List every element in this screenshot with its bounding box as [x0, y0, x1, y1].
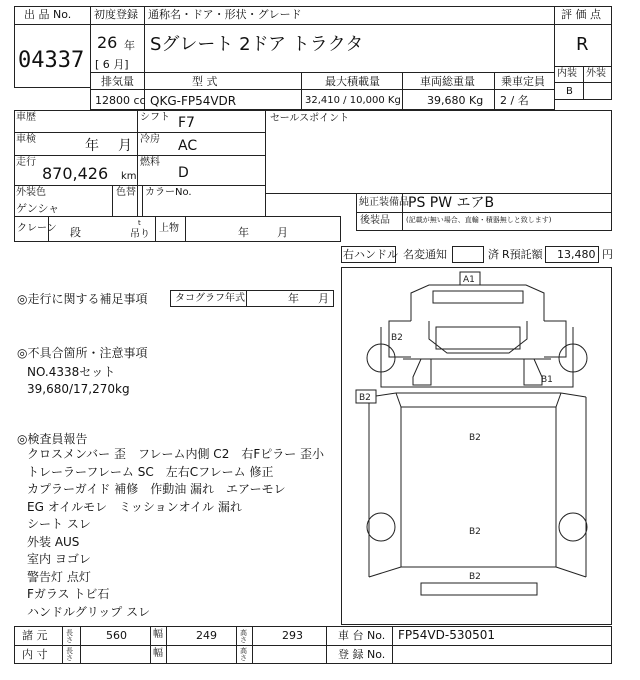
- lot-number: 04337: [18, 48, 85, 73]
- max-load-label: 最大積載量: [325, 75, 380, 88]
- damage-mark: B1: [541, 375, 553, 385]
- ac-value: AC: [178, 138, 198, 154]
- length-label-2: 長さ: [66, 647, 73, 663]
- history-label: 車歴: [16, 112, 36, 123]
- aftermarket-label: 後装品: [360, 215, 390, 226]
- defect-list: [27, 364, 130, 398]
- inspector-line: トレーラーフレーム SC 左右Cフレーム 修正: [27, 464, 274, 479]
- color-change-label: 色替: [116, 187, 136, 198]
- recycle-unit: 円: [602, 248, 613, 261]
- first-reg-label: 初度登録: [94, 8, 138, 21]
- inspection-label: 車検: [16, 134, 36, 145]
- loading-year: 年: [238, 226, 249, 239]
- width-label-2: 幅: [153, 648, 163, 659]
- width-value: 249: [196, 629, 217, 642]
- inspection-month: 月: [118, 138, 132, 154]
- length-value: 560: [106, 629, 127, 642]
- damage-mark: B2: [359, 393, 371, 403]
- lot-label: 出 品 No.: [24, 8, 72, 21]
- aftermarket-note: (記載が無い場合、直輸・積器無しと致します): [406, 216, 552, 224]
- defect-line: 39,680/17,270kg: [27, 382, 130, 396]
- color-no-header: カラーNo.: [145, 187, 192, 198]
- exterior-color-label: 外装色: [16, 187, 46, 198]
- inspector-heading: ◎検査員報告: [17, 432, 88, 446]
- interior-dim-label: 内 寸: [22, 648, 48, 661]
- chassis-value: FP54VD-530501: [398, 628, 495, 642]
- sales-point-label: セールスポイント: [270, 113, 350, 124]
- registration-label: 登 録 No.: [338, 648, 386, 661]
- inspector-line: 外装 AUS: [27, 534, 80, 549]
- model-label: 型 式: [192, 75, 218, 88]
- fuel-value: D: [178, 165, 189, 181]
- dims-label: 諸 元: [22, 629, 48, 642]
- equipment-label: 純正装備品: [359, 197, 409, 208]
- damage-mark: B2: [391, 333, 403, 343]
- inspector-line: 室内 ヨゴレ: [27, 552, 91, 566]
- defect-line: NO.4338セット: [27, 365, 116, 379]
- year-unit: 年: [124, 39, 135, 52]
- ac-label: 冷房: [140, 134, 160, 145]
- exterior-label: 外装: [586, 68, 606, 79]
- chassis-label: 車 台 No.: [338, 629, 386, 642]
- first-reg-month: [ 6 月]: [95, 58, 129, 71]
- grade-label: 通称名・ドア・形状・グレード: [148, 8, 302, 21]
- shift-label: シフト: [140, 112, 170, 123]
- rating-label: 評 価 点: [561, 8, 601, 21]
- damage-mark: B2: [469, 527, 481, 537]
- damage-mark: B2: [469, 572, 481, 582]
- rating-value: R: [576, 34, 589, 55]
- inspector-line: クロスメンバー 歪 フレーム内側 C2 右Fピラー 歪小: [27, 447, 325, 461]
- model-value: QKG-FP54VDR: [150, 94, 237, 108]
- tachograph-month: 月: [318, 292, 329, 305]
- inspector-line: Fガラス トビ石: [27, 587, 110, 601]
- width-label: 幅: [153, 629, 163, 640]
- mileage-unit: km: [121, 171, 137, 182]
- displacement-value: 12800 cc: [95, 94, 146, 107]
- loading-month: 月: [277, 226, 288, 239]
- length-label: 長さ: [66, 629, 73, 645]
- tachograph-label: タコグラフ年式: [175, 293, 245, 304]
- inspection-year: 年: [85, 138, 99, 154]
- fuel-label: 燃料: [140, 157, 160, 168]
- inspector-list: [27, 446, 324, 621]
- first-reg-year: 26: [97, 33, 118, 52]
- mileage-label: 走行: [16, 157, 36, 168]
- damage-mark: B2: [469, 433, 481, 443]
- recycle-amount: 13,480: [557, 248, 596, 261]
- height-value: 293: [282, 629, 303, 642]
- name-change-label: 名変通知: [403, 248, 447, 261]
- tachograph-year: 年: [288, 292, 299, 305]
- recycle-label: R預託額: [502, 248, 543, 261]
- recycle-prefix: 済: [488, 248, 499, 261]
- driving-heading: ◎走行に関する補足事項: [17, 292, 148, 306]
- rhd-label: 右ハンドル: [343, 248, 398, 261]
- shift-value: F7: [178, 115, 195, 131]
- crane-label: クレーン: [17, 223, 57, 234]
- height-label: 高さ: [240, 629, 247, 645]
- defects-heading: ◎不具合箇所・注意事項: [17, 346, 148, 360]
- capacity-label: 乗車定員: [501, 75, 545, 88]
- inspector-line: EG オイルモレ ミッションオイル 漏れ: [27, 499, 242, 514]
- exterior-color-value: ゲンシャ: [16, 202, 60, 215]
- mileage-value: 870,426: [42, 164, 109, 183]
- gross-weight-value: 39,680 Kg: [427, 94, 484, 107]
- inspector-line: 警告灯 点灯: [27, 569, 91, 584]
- truck-diagram: [341, 267, 612, 625]
- name-change-box: [452, 246, 484, 263]
- crane-hoist-top: t: [138, 219, 141, 227]
- equipment-value: PS PW エアB: [408, 195, 495, 211]
- height-label-2: 高さ: [240, 647, 247, 663]
- inspector-line: ハンドルグリップ スレ: [27, 604, 151, 619]
- displacement-label: 排気量: [101, 75, 134, 88]
- inspector-line: シート スレ: [27, 517, 91, 531]
- gross-weight-label: 車両総重量: [420, 75, 475, 88]
- damage-mark: A1: [463, 275, 475, 285]
- crane-hoist: 吊り: [130, 229, 150, 240]
- interior-label: 内装: [557, 68, 577, 79]
- loading-label: 上物: [159, 223, 179, 234]
- max-load-value: 32,410 / 10,000 Kg: [305, 95, 401, 106]
- capacity-value: 2 / 名: [500, 94, 529, 107]
- vehicle-name: Sグレート 2ドア トラクタ: [150, 34, 364, 55]
- interior-grade: B: [566, 86, 573, 97]
- inspector-line: カプラーガイド 補修 作動油 漏れ エアーモレ: [27, 482, 286, 496]
- crane-stage: 段: [70, 226, 81, 239]
